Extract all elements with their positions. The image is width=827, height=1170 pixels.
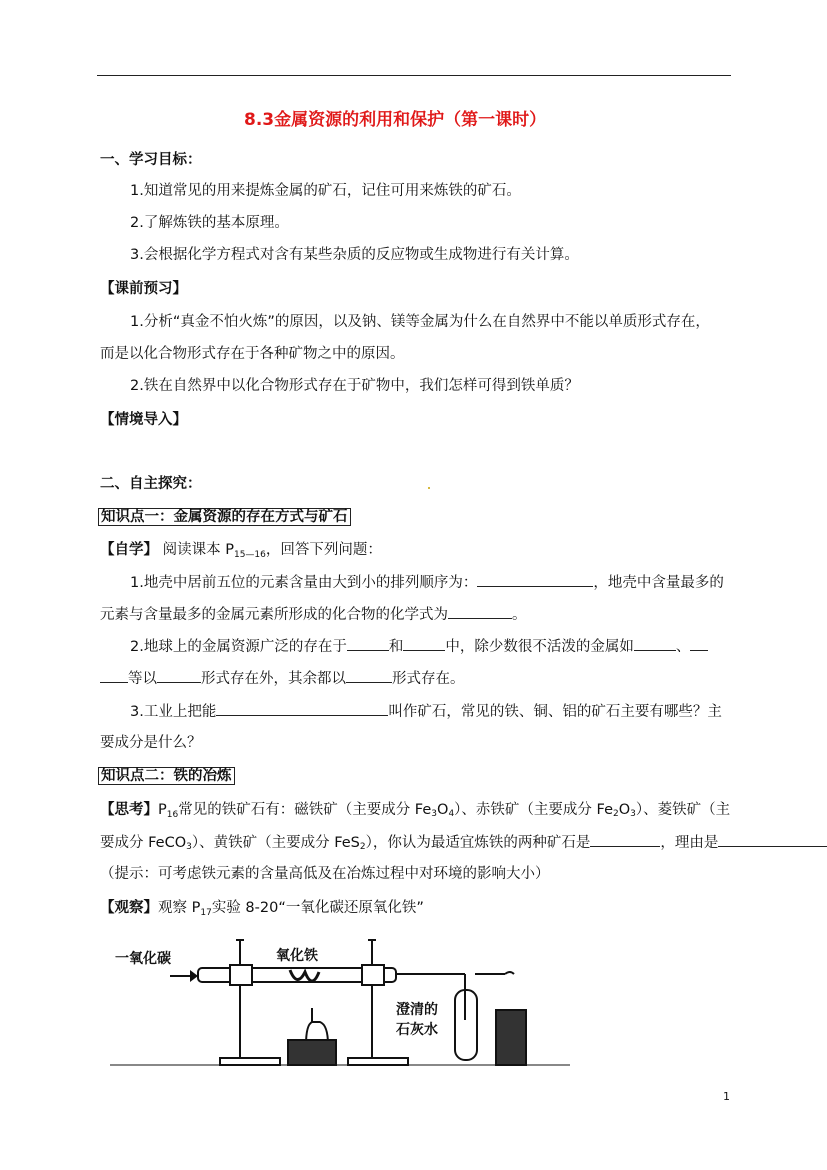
knowledge-point-2-heading: 知识点二：铁的冶炼: [98, 766, 235, 786]
label-iron-oxide: 氧化铁: [276, 948, 318, 964]
self-study-line: 【自学】 阅读课本 $P_{15—16}$，回答下列问题：: [100, 542, 382, 560]
header-rule: [97, 75, 731, 76]
page-title: 8.3金属资源的利用和保护（第一课时）: [244, 110, 547, 130]
label-limewater-2: 石灰水: [396, 1022, 438, 1038]
knowledge-point-1-heading: 知识点一：金属资源的存在方式与矿石: [98, 507, 351, 527]
hint-line: （提示：可考虑铁元素的含量高低及在冶炼过程中对环境的影响大小）: [100, 866, 550, 882]
label-limewater-1: 澄清的: [396, 1002, 438, 1018]
goal-item: 1.知道常见的用来提炼金属的矿石，记住可用来炼铁的矿石。: [130, 183, 521, 199]
goal-item: 2.了解炼铁的基本原理。: [130, 215, 289, 231]
answer-blank[interactable]: [718, 832, 827, 847]
preview-heading: 【课前预习】: [100, 281, 187, 297]
answer-blank[interactable]: [100, 668, 128, 683]
think-line-1: 【思考】$P_{16}$常见的铁矿石有：磁铁矿（主要成分 Fe3O4）、赤铁矿（主要成分 Fe2O3）、菱铁矿（主: [100, 802, 731, 820]
answer-blank[interactable]: [448, 604, 512, 619]
answer-blank[interactable]: [346, 668, 392, 683]
answer-blank[interactable]: [157, 668, 201, 683]
page-number: 1: [723, 1090, 730, 1103]
co-reduction-apparatus-diagram: [100, 930, 580, 1070]
kp1-question-1: 1.地壳中居前五位的元素含量由大到小的排列顺序为： ，地壳中含量最多的: [130, 572, 724, 593]
answer-blank[interactable]: [347, 636, 389, 651]
preview-question-2: 2.铁在自然界中以化合物形式存在于矿物中，我们怎样可得到铁单质？: [130, 378, 579, 394]
stray-dot: [428, 487, 430, 489]
observe-line: 【观察】观察 $P_{17}$实验 8-20“一氧化碳还原氧化铁”: [100, 900, 424, 918]
answer-blank[interactable]: [690, 636, 708, 651]
scenario-heading: 【情境导入】: [100, 412, 187, 428]
answer-blank[interactable]: [634, 636, 676, 651]
answer-blank[interactable]: [403, 636, 445, 651]
preview-question-1: 1.分析“真金不怕火炼”的原因，以及钠、镁等金属为什么在自然界中不能以单质形式存在，: [130, 314, 710, 330]
answer-blank[interactable]: [216, 701, 388, 716]
kp1-question-2-cont: 等以 形式存在外，其余都以 形式存在。: [100, 668, 465, 689]
section-heading-explore: 二、自主探究：: [100, 476, 202, 492]
think-line-2: 要成分 FeCO3）、黄铁矿（主要成分 FeS2），你认为最适宜炼铁的两种矿石是 ，理由是: [100, 832, 827, 857]
answer-blank[interactable]: [590, 832, 660, 847]
kp1-question-3: 3.工业上把能 叫作矿石，常见的铁、铜、铝的矿石主要有哪些？主: [130, 701, 722, 722]
section-heading-goals: 一、学习目标：: [100, 152, 202, 168]
preview-question-1-cont: 而是以化合物形式存在于各种矿物之中的原因。: [100, 346, 405, 362]
label-carbon-monoxide: 一氧化碳: [115, 951, 171, 967]
kp1-question-3-cont: 要成分是什么？: [100, 735, 202, 751]
kp1-question-2: 2.地球上的金属资源广泛的存在于 和 中，除少数很不活泼的金属如 、: [130, 636, 708, 657]
answer-blank[interactable]: [477, 572, 593, 587]
goal-item: 3.会根据化学方程式对含有某些杂质的反应物或生成物进行有关计算。: [130, 247, 579, 263]
kp1-question-1-cont: 元素与含量最多的金属元素所形成的化合物的化学式为 。: [100, 604, 527, 625]
